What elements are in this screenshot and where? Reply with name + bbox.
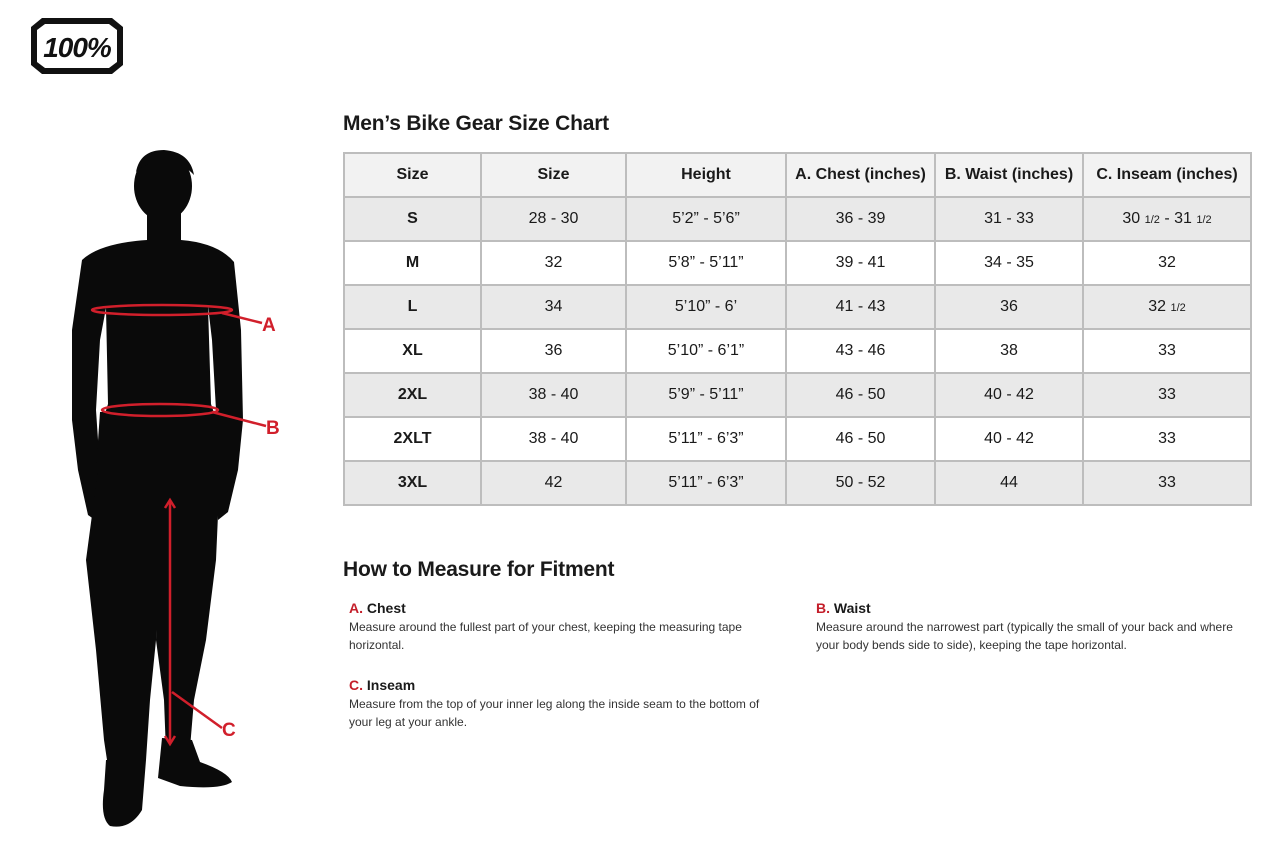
waist-instruction <box>816 600 1246 654</box>
size-number-cell: 32 <box>481 241 626 285</box>
chest-description: Measure around the fullest part of your chest, keeping the measuring tape horizontal. <box>349 620 742 652</box>
size-number-cell: 28 - 30 <box>481 197 626 241</box>
inseam-instruction <box>349 677 779 731</box>
waist-letter: B. <box>816 600 830 616</box>
header-size-label: Size <box>344 153 481 197</box>
inseam-cell <box>1083 417 1251 461</box>
inseam-cell <box>1083 373 1251 417</box>
header-height: Height <box>626 153 786 197</box>
waist-cell: 40 - 42 <box>935 417 1083 461</box>
header-waist: B. Waist (inches) <box>935 153 1083 197</box>
size-label-cell: L <box>344 285 481 329</box>
chest-cell: 41 - 43 <box>786 285 935 329</box>
inseam-letter: C. <box>349 677 363 693</box>
how-to-title: How to Measure for Fitment <box>343 558 615 581</box>
waist-cell: 44 <box>935 461 1083 505</box>
inseam-description: Measure from the top of your inner leg along the inside seam to the bottom of your leg at your ankle. <box>349 697 760 729</box>
waist-heading: Waist <box>833 600 871 616</box>
inseam-cell <box>1083 461 1251 505</box>
header-row <box>344 153 1251 197</box>
inseam-value: 30 <box>1122 210 1145 227</box>
body-silhouette <box>40 140 300 840</box>
inseam-cell <box>1083 241 1251 285</box>
height-cell: 5’2” - 5’6” <box>626 197 786 241</box>
height-cell: 5’10” - 6’1” <box>626 329 786 373</box>
waist-cell: 36 <box>935 285 1083 329</box>
table-row <box>344 241 1251 285</box>
waist-cell: 31 - 33 <box>935 197 1083 241</box>
inseam-value: 33 <box>1158 342 1176 359</box>
height-cell: 5’11” - 6’3” <box>626 461 786 505</box>
size-rows <box>344 197 1251 505</box>
waist-cell: 38 <box>935 329 1083 373</box>
inseam-value: - 31 <box>1159 210 1197 227</box>
chest-letter: A. <box>349 600 363 616</box>
size-chart-title: Men’s Bike Gear Size Chart <box>343 112 609 135</box>
inseam-value: 32 <box>1158 254 1176 271</box>
label-c: C <box>222 720 236 741</box>
size-label-cell: 3XL <box>344 461 481 505</box>
chest-cell: 43 - 46 <box>786 329 935 373</box>
logo-text: 100% <box>43 32 111 63</box>
inseam-fraction: 1/2 <box>1170 302 1186 314</box>
inseam-cell <box>1083 197 1251 241</box>
inseam-fraction: 1/2 <box>1196 214 1212 226</box>
chest-cell: 36 - 39 <box>786 197 935 241</box>
brand-logo <box>28 15 126 77</box>
size-chart-table <box>343 152 1252 506</box>
size-number-cell: 34 <box>481 285 626 329</box>
inseam-cell <box>1083 285 1251 329</box>
inseam-heading: Inseam <box>366 677 416 693</box>
table-row <box>344 461 1251 505</box>
chest-cell: 46 - 50 <box>786 373 935 417</box>
inseam-value: 32 <box>1148 298 1171 315</box>
chest-cell: 46 - 50 <box>786 417 935 461</box>
chest-heading: Chest <box>366 600 406 616</box>
size-number-cell: 42 <box>481 461 626 505</box>
table-row <box>344 285 1251 329</box>
size-number-cell: 38 - 40 <box>481 373 626 417</box>
inseam-value: 33 <box>1158 386 1176 403</box>
table-row <box>344 417 1251 461</box>
size-label-cell: S <box>344 197 481 241</box>
size-label-cell: 2XLT <box>344 417 481 461</box>
chest-cell: 50 - 52 <box>786 461 935 505</box>
size-label-cell: 2XL <box>344 373 481 417</box>
inseam-value: 33 <box>1158 430 1176 447</box>
table-row <box>344 373 1251 417</box>
size-number-cell: 38 - 40 <box>481 417 626 461</box>
size-label-cell: XL <box>344 329 481 373</box>
height-cell: 5’10” - 6’ <box>626 285 786 329</box>
inseam-value: 33 <box>1158 474 1176 491</box>
header-size-number: Size <box>481 153 626 197</box>
waist-cell: 40 - 42 <box>935 373 1083 417</box>
size-label-cell: M <box>344 241 481 285</box>
label-a: A <box>262 315 276 336</box>
header-inseam: C. Inseam (inches) <box>1083 153 1251 197</box>
waist-cell: 34 - 35 <box>935 241 1083 285</box>
size-number-cell: 36 <box>481 329 626 373</box>
inseam-cell <box>1083 329 1251 373</box>
table-row <box>344 329 1251 373</box>
chest-cell: 39 - 41 <box>786 241 935 285</box>
height-cell: 5’8” - 5’11” <box>626 241 786 285</box>
table-row <box>344 197 1251 241</box>
inseam-fraction: 1/2 <box>1144 214 1160 226</box>
height-cell: 5’11” - 6’3” <box>626 417 786 461</box>
height-cell: 5’9” - 5’11” <box>626 373 786 417</box>
header-chest: A. Chest (inches) <box>786 153 935 197</box>
waist-description: Measure around the narrowest part (typically the small of your back and where your body bends side to side), keeping the tape horizontal. <box>816 620 1233 652</box>
chest-instruction <box>349 600 779 654</box>
label-b: B <box>266 418 280 439</box>
